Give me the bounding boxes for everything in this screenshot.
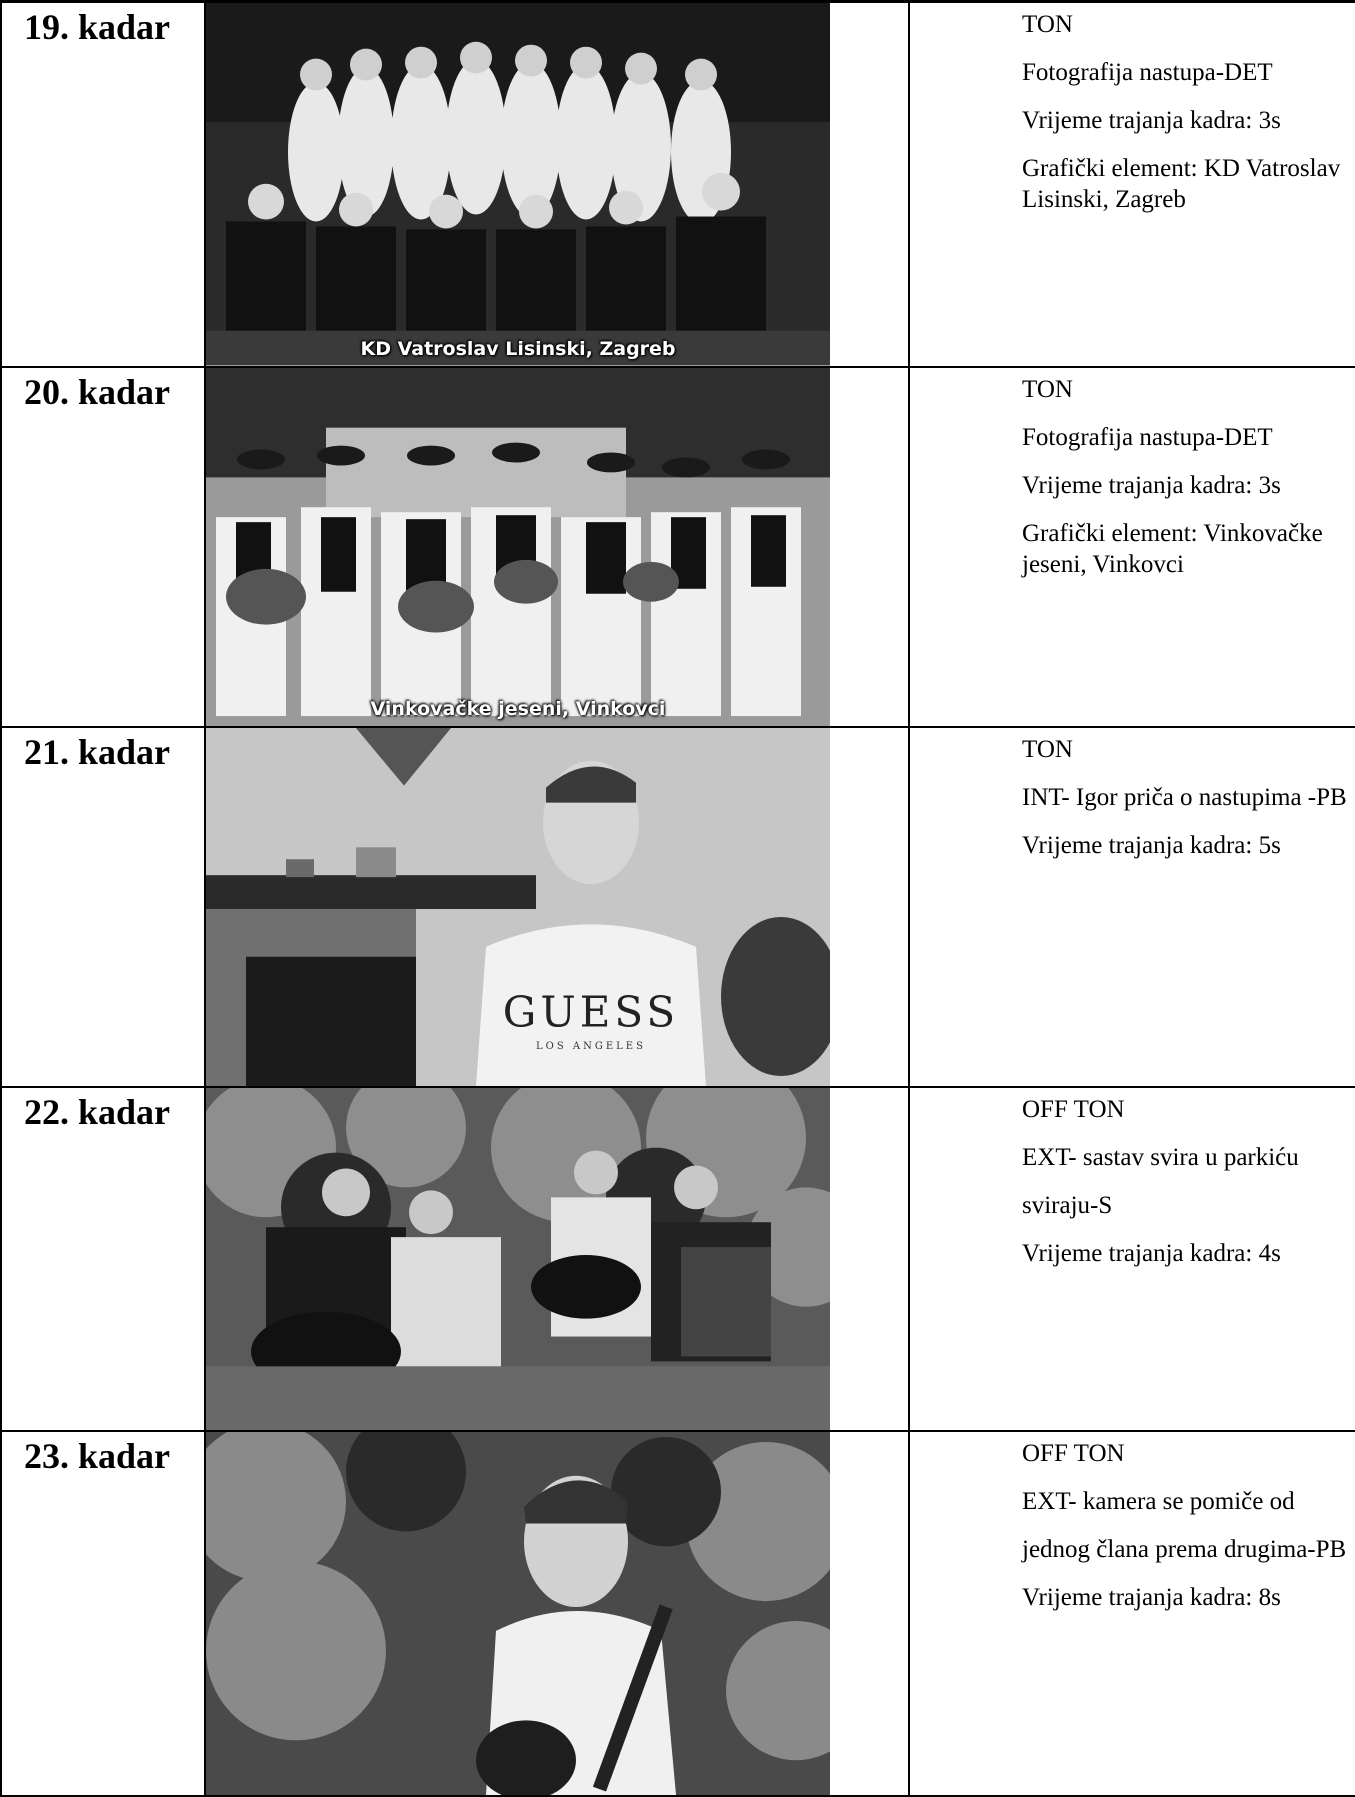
- shot-row: [1, 1431, 1355, 1796]
- shot-duration: Vrijeme trajanja kadra: 4s: [1022, 1239, 1281, 1267]
- shot-description: [909, 1087, 1355, 1431]
- shot-label: 22. kadar: [1, 1087, 205, 1431]
- audio-type: TON: [1022, 11, 1073, 38]
- shot-image-cell: [205, 727, 909, 1087]
- shot-content: EXT- kamera se pomiče od: [1022, 1487, 1295, 1515]
- photo-caption: Vinkovačke jeseni, Vinkovci: [370, 697, 666, 720]
- audio-type: TON: [1022, 375, 1073, 403]
- shot-label: 20. kadar: [1, 367, 205, 727]
- shot-description: [909, 727, 1355, 1087]
- shot-content: INT- Igor priča o nastupima -PB: [1022, 783, 1347, 811]
- shot-content: EXT- sastav svira u parkiću: [1022, 1143, 1299, 1171]
- folk-group-photo: [206, 3, 830, 366]
- shot-image-cell: [205, 1431, 909, 1796]
- shirt-subprint: LOS ANGELES: [536, 1040, 646, 1052]
- tamburica-band-photo: [206, 368, 830, 726]
- shirt-print: GUESS: [502, 986, 680, 1036]
- shot-description: [909, 1431, 1355, 1796]
- shot-label: 21. kadar: [1, 727, 205, 1087]
- shot-duration: Vrijeme trajanja kadra: 3s: [1022, 471, 1281, 499]
- shot-row: [1, 367, 1355, 727]
- shot-content-continued: sviraju-S: [1022, 1191, 1113, 1219]
- audio-type: OFF TON: [1022, 1095, 1125, 1123]
- shot-row: [1, 727, 1355, 1087]
- graphic-element: Grafički element: Vinkovačke jeseni, Vinkovci: [1022, 519, 1323, 578]
- shot-duration: Vrijeme trajanja kadra: 5s: [1022, 831, 1281, 859]
- audio-type: OFF TON: [1022, 1439, 1125, 1467]
- photo-caption: KD Vatroslav Lisinski, Zagreb: [360, 337, 676, 360]
- shot-description: [909, 2, 1355, 367]
- shot-image-cell: [205, 1087, 909, 1431]
- band-park-photo: [206, 1088, 830, 1430]
- shot-row: [1, 2, 1355, 367]
- shot-content: Fotografija nastupa-DET: [1022, 423, 1273, 451]
- guitarist-photo: [206, 1432, 830, 1795]
- interview-photo: [206, 728, 830, 1086]
- graphic-element: Grafički element: KD Vatroslav Lisinski, Zagreb: [1022, 155, 1341, 213]
- shot-image-cell: [205, 2, 909, 367]
- shot-duration: Vrijeme trajanja kadra: 3s: [1022, 107, 1281, 134]
- shot-description: [909, 367, 1355, 727]
- shot-duration: Vrijeme trajanja kadra: 8s: [1022, 1583, 1281, 1611]
- shot-image-cell: [205, 367, 909, 727]
- shot-label: 23. kadar: [1, 1431, 205, 1796]
- shot-content-continued: jednog člana prema drugima-PB: [1022, 1535, 1347, 1563]
- audio-type: TON: [1022, 735, 1073, 763]
- shot-content: Fotografija nastupa-DET: [1022, 59, 1273, 86]
- shot-label: 19. kadar: [1, 2, 205, 367]
- shot-row: [1, 1087, 1355, 1431]
